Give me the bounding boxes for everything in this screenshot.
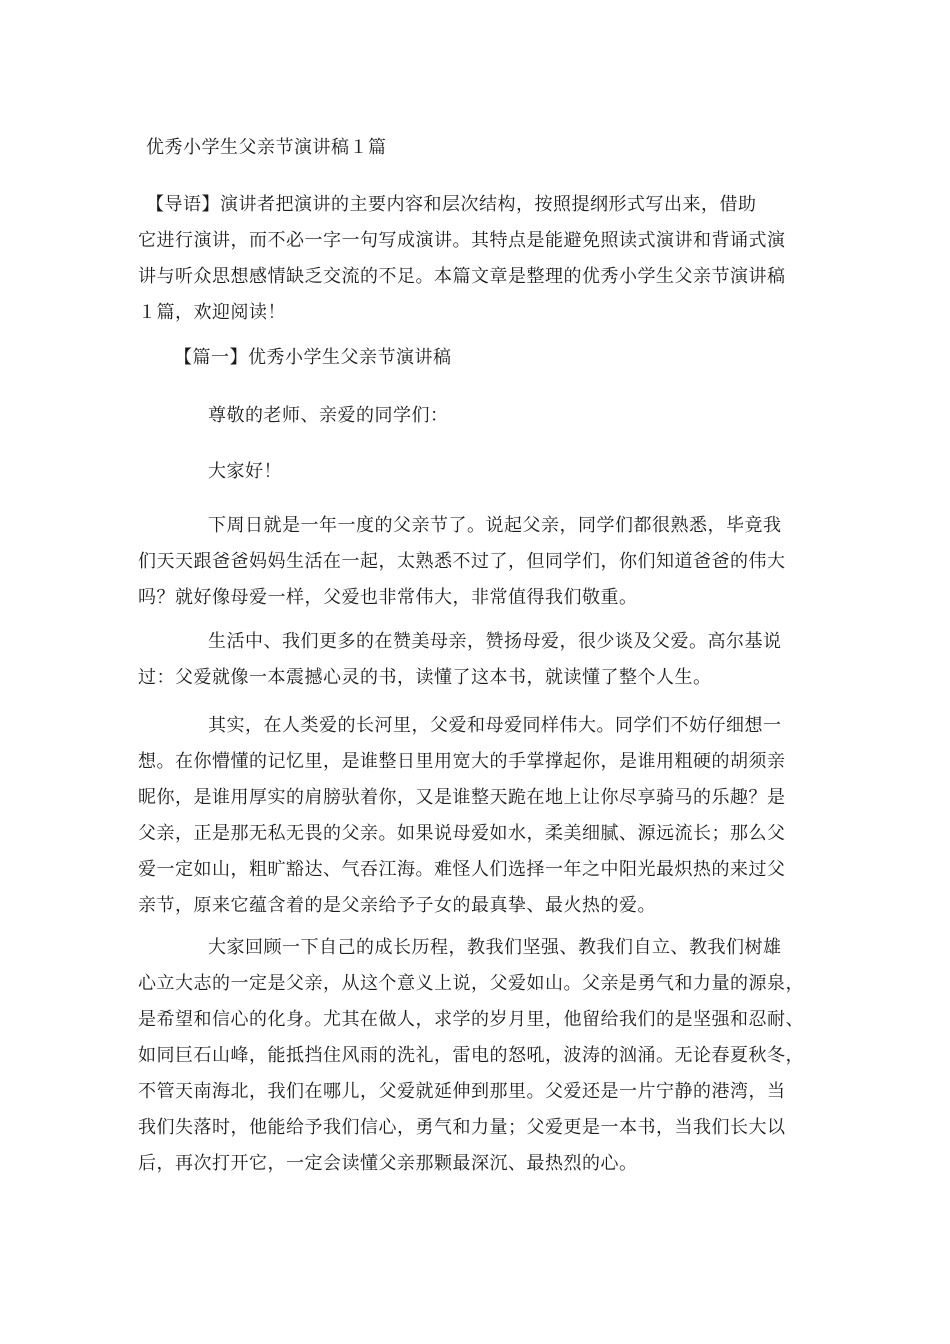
greeting: 大家好！ (208, 461, 282, 482)
section-heading: 【篇一】优秀小学生父亲节演讲稿 (174, 347, 452, 368)
paragraph-line: 大家回顾一下自己的成长历程，教我们坚强、教我们自立、教我们树雄 (208, 937, 782, 958)
paragraph-line: 生活中、我们更多的在赞美母亲，赞扬母爱，很少谈及父爱。高尔基说 (208, 631, 782, 652)
paragraph-line: 想。在你懵懂的记忆里，是谁整日里用宽大的手掌撑起你，是谁用粗硬的胡须亲 (138, 751, 786, 772)
paragraph-line: 如同巨石山峰，能抵挡住风雨的洗礼，雷电的怒吼，波涛的汹涌。无论春夏秋冬， (138, 1045, 804, 1066)
body-paragraph-3 (138, 708, 814, 924)
salutation-block (138, 398, 814, 434)
body-paragraph-4 (138, 930, 814, 1182)
paragraph-line: 我们失落时，他能给予我们信心，勇气和力量；父爱更是一本书，当我们长大以 (138, 1117, 786, 1138)
intro-line: 【导语】演讲者把演讲的主要内容和层次结构，按照提纲形式写出来，借助 (146, 194, 757, 215)
section-heading-block (138, 340, 814, 376)
intro-line: １篇，欢迎阅读！ (138, 302, 286, 323)
paragraph-line: 吗？就好像母爱一样，父爱也非常伟大，非常值得我们敬重。 (138, 587, 638, 608)
paragraph-line: 不管天南海北，我们在哪儿，父爱就延伸到那里。父爱还是一片宁静的港湾，当 (138, 1081, 786, 1102)
document-title: 优秀小学生父亲节演讲稿１篇 (146, 137, 387, 158)
body-paragraph-2 (138, 624, 814, 696)
intro-line: 讲与听众思想感情缺乏交流的不足。本篇文章是整理的优秀小学生父亲节演讲稿 (138, 266, 786, 287)
paragraph-line: 昵你，是谁用厚实的肩膀驮着你，又是谁整天跪在地上让你尽享骑马的乐趣？是 (138, 787, 786, 808)
paragraph-line: 爱一定如山，粗旷豁达、气吞江海。难怪人们选择一年之中阳光最炽热的来过父 (138, 859, 786, 880)
paragraph-line: 们天天跟爸爸妈妈生活在一起，太熟悉不过了，但同学们，你们知道爸爸的伟大 (138, 551, 786, 572)
paragraph-line: 后，再次打开它，一定会读懂父亲那颗最深沉、最热烈的心。 (138, 1153, 638, 1174)
paragraph-line: 过：父爱就像一本震撼心灵的书，读懂了这本书，就读懂了整个人生。 (138, 667, 712, 688)
paragraph-line: 下周日就是一年一度的父亲节了。说起父亲，同学们都很熟悉，毕竟我 (208, 515, 782, 536)
paragraph-line: 其实，在人类爱的长河里，父爱和母爱同样伟大。同学们不妨仔细想一 (208, 715, 782, 736)
intro-paragraph (138, 187, 814, 331)
body-paragraph-1 (138, 508, 814, 616)
salutation: 尊敬的老师、亲爱的同学们： (208, 405, 449, 426)
paragraph-line: 父亲，正是那无私无畏的父亲。如果说母爱如水，柔美细腻、源远流长；那么父 (138, 823, 786, 844)
paragraph-line: 亲节，原来它蕴含着的是父亲给予子女的最真挚、最火热的爱。 (138, 895, 656, 916)
paragraph-line: 是希望和信心的化身。尤其在做人，求学的岁月里，他留给我们的是坚强和忍耐、 (138, 1009, 804, 1030)
intro-line: 它进行演讲，而不必一字一句写成演讲。其特点是能避免照读式演讲和背诵式演 (138, 230, 786, 251)
greeting-block (138, 454, 814, 490)
document-title-block (138, 130, 814, 166)
paragraph-line: 心立大志的一定是父亲，从这个意义上说，父爱如山。父亲是勇气和力量的源泉， (138, 973, 804, 994)
